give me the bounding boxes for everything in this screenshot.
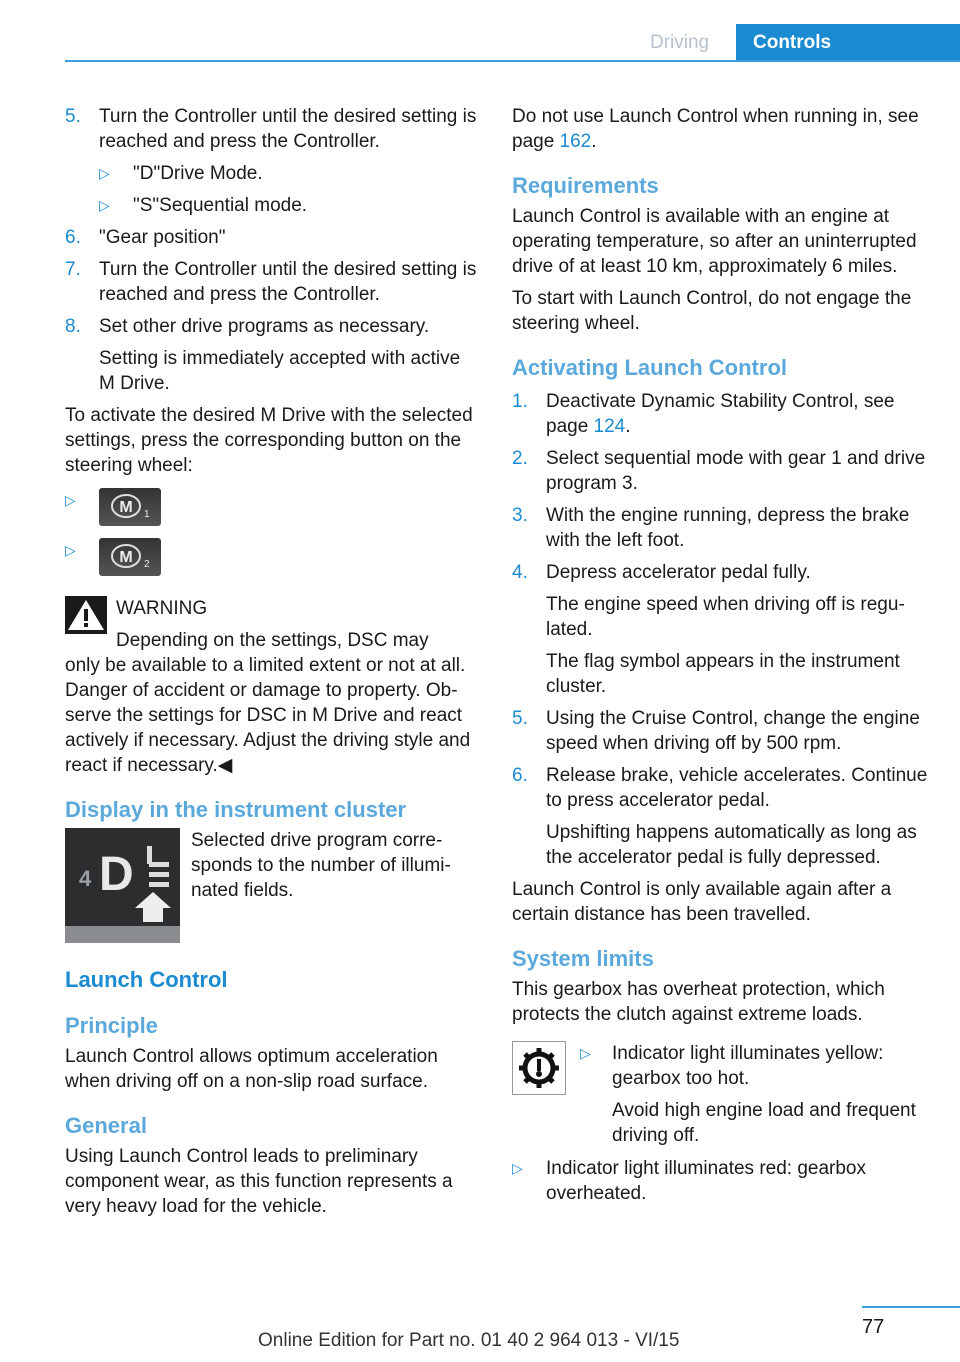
step-text: "Gear position" xyxy=(99,227,226,248)
indicator-block xyxy=(512,1041,932,1149)
footer-rule xyxy=(862,1306,960,1308)
triangle-bullet-icon: ▷ xyxy=(512,1160,523,1176)
step-7 xyxy=(65,257,480,307)
launch-step-2 xyxy=(512,446,932,496)
triangle-bullet-icon: ▷ xyxy=(65,492,76,508)
sub-item-text: "D"Drive Mode. xyxy=(133,163,263,184)
triangle-bullet-icon: ▷ xyxy=(99,197,110,213)
m2-button-icon xyxy=(99,538,161,576)
step-text: Turn the Controller until the desired setting is reached and press the Controller. xyxy=(99,106,477,152)
warning-body: only be available to a limited extent or not at all. Danger of accident or damage to property. Observe the settings for DSC in M Drive and react actively if necessary. Adjust the driving style and react if necessary.◀ xyxy=(65,655,471,776)
launch-step-5 xyxy=(512,706,932,756)
system-limits-text: This gearbox has overheat protection, which protects the clutch against extreme loads. xyxy=(512,979,885,1025)
indicator-yellow-continuation: Avoid high engine load and frequent driving off. xyxy=(612,1100,916,1146)
general-text: Using Launch Control leads to preliminary component wear, as this function represents a very heavy load for the vehicle. xyxy=(65,1146,453,1217)
step-number: 1. xyxy=(512,391,528,412)
step-number: 5. xyxy=(512,708,528,729)
display-heading: Display in the instrument cluster xyxy=(65,797,407,822)
step-text: Set other drive programs as necessary. xyxy=(99,316,430,337)
step-6 xyxy=(65,225,480,250)
step-number: 3. xyxy=(512,505,528,526)
header-chapter-tab: Controls xyxy=(736,24,960,61)
launch-step-1 xyxy=(512,389,932,439)
step-text: Select sequential mode with gear 1 and drive program 3. xyxy=(546,448,926,494)
step-5 xyxy=(65,104,480,154)
intro-end: . xyxy=(591,131,597,152)
requirements-text: Launch Control is available with an engine at operating temperature, so after an uninterrupted drive of at least 10 km, approximately 6 miles. xyxy=(512,206,917,277)
principle-heading: Principle xyxy=(65,1013,158,1038)
indicator-red-text: Indicator light illuminates red: gearbox overheated. xyxy=(546,1158,867,1204)
launch-heading: Launch Control xyxy=(65,967,228,992)
warning-triangle-icon xyxy=(65,596,107,634)
cluster-display xyxy=(65,828,480,946)
right-column xyxy=(512,104,932,1206)
activate-paragraph: To activate the desired M Drive with the selected settings, press the corresponding button on the steering wheel: xyxy=(65,405,473,476)
left-column xyxy=(65,104,480,1219)
warning-line: Depending on the settings, DSC may xyxy=(116,630,429,651)
header-rule xyxy=(65,60,960,62)
instrument-cluster-image xyxy=(65,828,180,943)
after-text: Launch Control is only available again after a certain distance has been travelled. xyxy=(512,879,892,925)
requirements-text-2: To start with Launch Control, do not engage the steering wheel. xyxy=(512,288,912,334)
footer-edition: Online Edition for Part no. 01 40 2 964 013 - VI/15 xyxy=(258,1330,680,1351)
step-text: Depress accelerator pedal fully. xyxy=(546,562,811,583)
svg-text:D: D xyxy=(99,848,134,901)
step-text xyxy=(546,389,932,439)
step-number: 6. xyxy=(65,227,81,248)
header-section: Driving xyxy=(650,32,710,53)
general-heading: General xyxy=(65,1113,147,1138)
step-text: Release brake, vehicle accelerates. Continue to press accelerator pedal. xyxy=(546,765,928,811)
step-number: 8. xyxy=(65,316,81,337)
step-4-continuation-2: The flag symbol appears in the instrument cluster. xyxy=(546,651,900,697)
triangle-bullet-icon: ▷ xyxy=(99,165,110,181)
step-4-continuation: The engine speed when driving off is regulated. xyxy=(546,594,905,640)
triangle-bullet-icon: ▷ xyxy=(580,1045,591,1061)
svg-text:M: M xyxy=(119,499,133,516)
step-text-end: . xyxy=(625,416,631,437)
step-text: Turn the Controller until the desired setting is reached and press the Controller. xyxy=(99,259,477,305)
step-number: 7. xyxy=(65,259,81,280)
activating-heading: Activating Launch Control xyxy=(512,355,787,380)
step-number: 5. xyxy=(65,106,81,127)
indicator-red xyxy=(512,1156,932,1206)
step-text-part: Deactivate Dynamic Stability Control, see page xyxy=(546,391,895,437)
page-number: 77 xyxy=(862,1316,885,1338)
step-text: Using the Cruise Control, change the engine speed when driving off by 500 rpm. xyxy=(546,708,920,754)
page-link-162[interactable]: 162 xyxy=(559,131,592,152)
step-8 xyxy=(65,314,480,339)
sub-item xyxy=(65,161,480,186)
svg-text:4: 4 xyxy=(79,866,92,891)
launch-step-4 xyxy=(512,560,932,585)
svg-text:1: 1 xyxy=(144,509,150,520)
svg-text:M: M xyxy=(119,549,133,566)
m2-button-row xyxy=(65,538,480,578)
indicator-yellow xyxy=(512,1041,932,1148)
step-number: 6. xyxy=(512,765,528,786)
step-6-continuation: Upshifting happens automatically as long as the accelerator pedal is fully depressed. xyxy=(546,822,917,868)
svg-text:2: 2 xyxy=(144,559,150,570)
cluster-text: Selected drive program corresponds to the number of illuminated fields. xyxy=(191,830,451,901)
launch-step-6 xyxy=(512,763,932,813)
requirements-heading: Requirements xyxy=(512,173,659,198)
step-number: 4. xyxy=(512,562,528,583)
step-text: With the engine running, depress the brake with the left foot. xyxy=(546,505,910,551)
system-limits-heading: System limits xyxy=(512,946,654,971)
step-number: 2. xyxy=(512,448,528,469)
launch-step-3 xyxy=(512,503,932,553)
m1-button-row xyxy=(65,488,480,528)
m1-button-icon xyxy=(99,488,161,526)
sub-item xyxy=(65,193,480,218)
intro-paragraph xyxy=(512,104,932,154)
sub-item-text: "S"Sequential mode. xyxy=(133,195,308,216)
principle-text: Launch Control allows optimum acceleration when driving off on a non-slip road surface. xyxy=(65,1046,438,1092)
warning-title: WARNING xyxy=(116,598,208,619)
indicator-yellow-text: Indicator light illuminates yellow: gearbox too hot. xyxy=(612,1043,884,1089)
triangle-bullet-icon: ▷ xyxy=(65,542,76,558)
intro-text: Do not use Launch Control when running in, see page xyxy=(512,106,919,152)
page-link-124[interactable]: 124 xyxy=(593,416,626,437)
step-8-continuation: Setting is immediately accepted with active M Drive. xyxy=(99,348,461,394)
warning-block xyxy=(65,596,480,778)
